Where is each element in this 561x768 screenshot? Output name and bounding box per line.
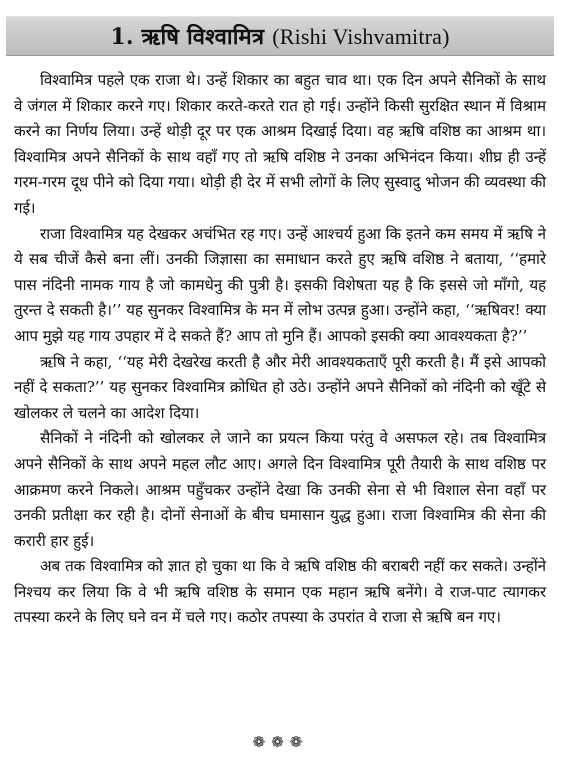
paragraph-4: सैनिकों ने नंदिनी को खोलकर ले जाने का प्रयत्न किया परंतु वे असफल रहे। तब विश्वामित्र अपने सैनिकों के साथ अपने महल लौट आए। अगले दिन विश्वामित्र पूरी तैयारी के साथ वशिष्ठ पर आक्रमण करने निकले। आश्रम पहुँचकर उन्होंने देखा कि उनकी सेना से भी विशाल सेना वहाँ पर उनकी प्रतीक्षा कर रही है। दोनों सेनाओं के बीच घमासान युद्ध हुआ। राजा विश्वामित्र की सेना की करारी हार हुई।	[14, 429, 546, 550]
page-title	[110, 21, 449, 51]
flower-ornament-divider: ❁❁❁	[252, 733, 309, 751]
paragraph-2: राजा विश्वामित्र यह देखकर अचंभित रह गए। उन्हें आश्चर्य हुआ कि इतने कम समय में ऋषि ने ये सब चीजें कैसे बना लीं। उनकी जिज्ञासा का समाधान करते हुए ऋषि वशिष्ठ ने बताया, ‘‘हमारे पास नंदिनी नामक गाय है जो कामधेनु की पुत्री है। इसकी विशेषता यह है कि इससे जो माँगो, यह तुरन्त दे सकती है।’’ यह सुनकर विश्वामित्र के मन में लोभ उत्पन्न हुआ। उन्होंने कहा, ‘‘ऋषिवर! क्या आप मुझे यह गाय उपहार में दे सकते हैं? आप तो मुनि हैं। आपको इसकी क्या आवश्यकता है?’’	[14, 224, 546, 345]
title-banner	[6, 16, 554, 56]
paragraph-5: अब तक विश्वामित्र को ज्ञात हो चुका था कि वे ऋषि वशिष्ठ की बराबरी नहीं कर सकते। उन्होंने निश्चय कर लिया कि वे भी ऋषि वशिष्ठ के समान एक महान ऋषि बनेंगे। वे राज-पाट त्यागकर तपस्या करने के लिए घने वन में चले गए। कठोर तपस्या के उपरांत वे राजा से ऋषि बन गए।	[14, 557, 546, 627]
story-body	[14, 68, 546, 631]
paragraph-3: ऋषि ने कहा, ‘‘यह मेरी देखरेख करती है और मेरी आवश्यकताएँ पूरी करती है। मैं इसे आपको नहीं दे सकता?’’ यह सुनकर विश्वामित्र क्रोधित हो उठे। उन्होंने अपने सैनिकों को नंदिनी को खूँटे से खोलकर ले चलने का आदेश दिया।	[14, 352, 546, 422]
paragraph-1: विश्वामित्र पहले एक राजा थे। उन्हें शिकार का बहुत चाव था। एक दिन अपने सैनिकों के साथ वे जंगल में शिकार करने गए। शिकार करते-करते रात हो गई। उन्होंने किसी सुरक्षित स्थान में विश्राम करने का निर्णय लिया। उन्हें थोड़ी दूर पर एक आश्रम दिखाई दिया। वह ऋषि वशिष्ठ का आश्रम था। विश्वामित्र अपने सैनिकों के साथ वहाँ गए तो ऋषि वशिष्ठ ने उनका अभिनंदन किया। शीघ्र ही उन्हें गरम-गरम दूध पीने को दिया गया। थोड़ी ही देर में सभी लोगों के लिए सुस्वादु भोजन की व्यवस्था की गई।	[14, 71, 546, 217]
title-hindi: 1. ऋषि विश्वामित्र	[110, 24, 265, 50]
title-transliteration: (Rishi Vishvamitra)	[272, 24, 450, 49]
